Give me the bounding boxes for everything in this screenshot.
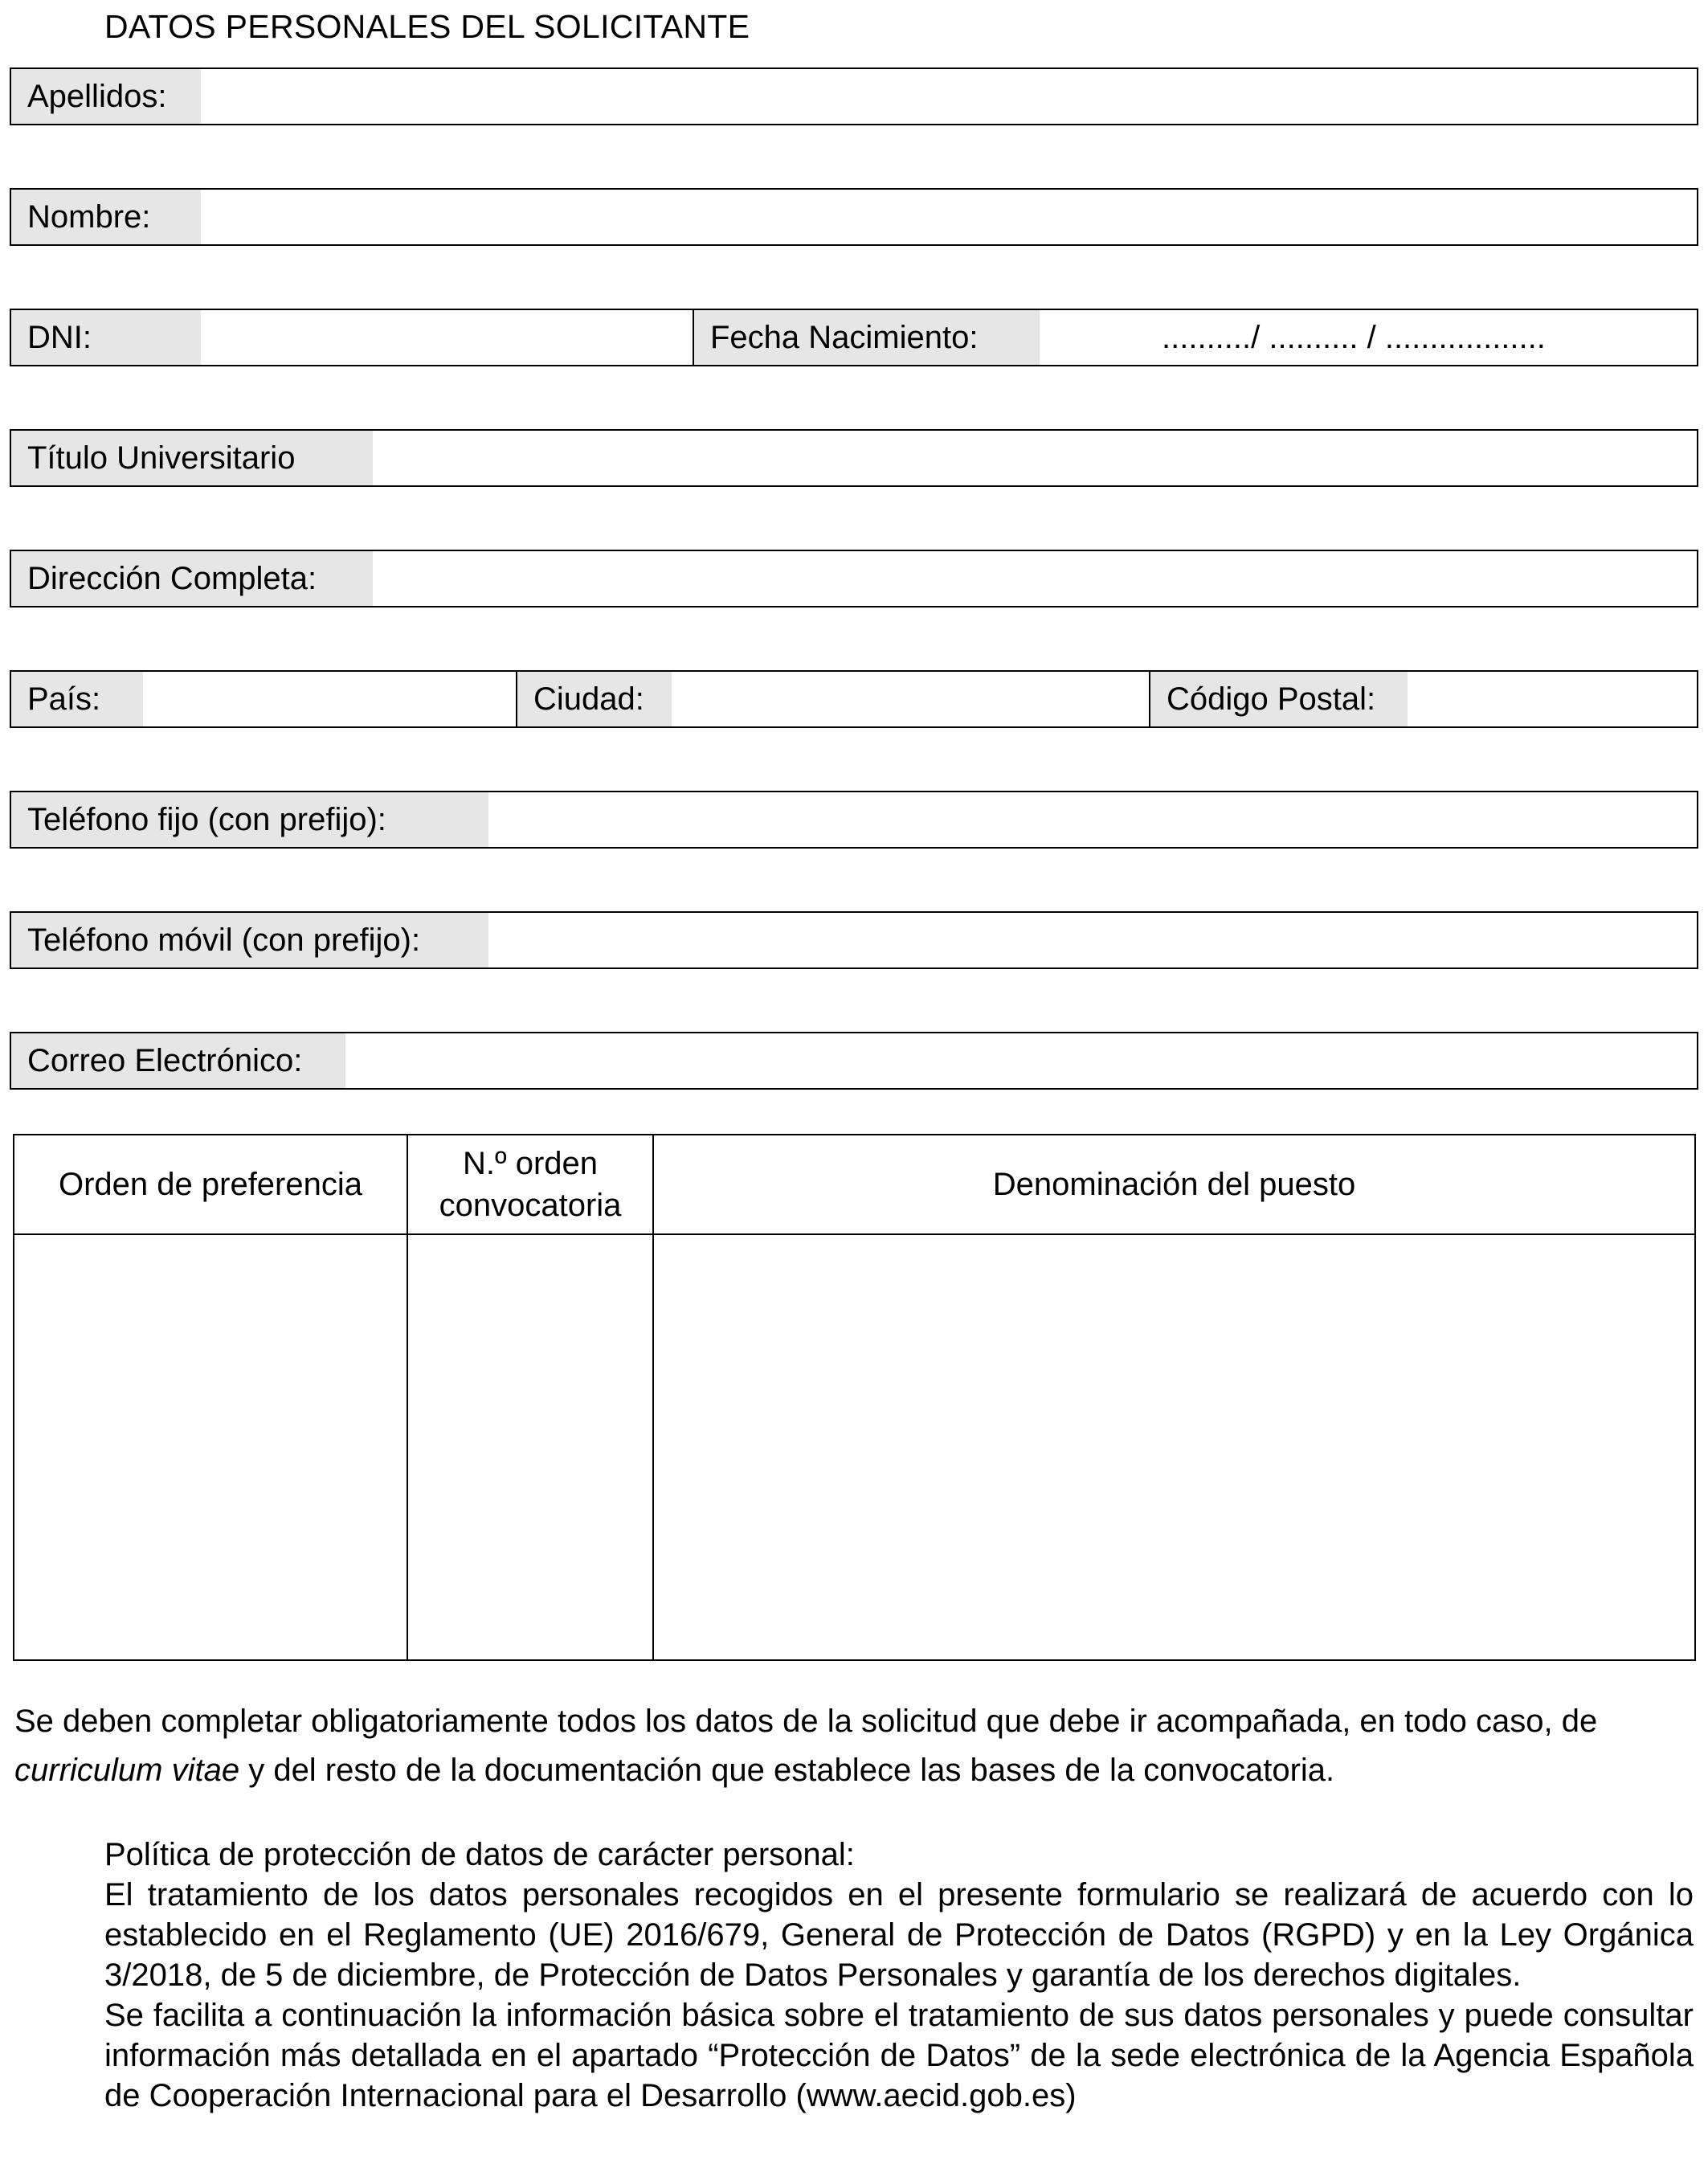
header-numero-orden [407,1135,653,1234]
fecha-nacimiento-label: Fecha Nacimiento: [693,310,1040,365]
dni-label: DNI: [11,310,201,365]
positions-table [13,1134,1696,1661]
header-numero-orden-line1: N.º orden [462,1146,599,1181]
titulo-row [10,429,1698,487]
nombre-input[interactable] [201,190,1697,244]
note-text-1: Se deben completar obligatoriamente todos los datos de la solicitud que debe ir acompañada, en todo caso, de [14,1704,1598,1739]
pais-label: País: [11,672,143,726]
titulo-input[interactable] [373,431,1697,485]
telefono-movil-row [10,911,1698,969]
table-row [14,1234,1695,1660]
dni-input[interactable] [201,310,693,365]
telefono-movil-label: Teléfono móvil (con prefijo): [11,913,488,967]
numero-orden-cell[interactable] [407,1234,653,1660]
dni-row [10,309,1698,366]
privacy-section [104,1835,1694,2116]
table-header-row [14,1135,1695,1234]
requirements-note [14,1697,1698,1795]
direccion-row [10,550,1698,607]
denominacion-cell[interactable] [653,1234,1695,1660]
privacy-paragraph-2: Se facilita a continuación la información básica sobre el tratamiento de sus datos personales y puede consultar información más detallada en el apartado “Protección de Datos” de la sede electrónica de la Agencia Española de Cooperación Internacional para el Desarrollo (www.aecid.gob.es) [104,1998,1694,2113]
ciudad-input[interactable] [672,672,1149,726]
header-numero-orden-line2: convocatoria [439,1188,622,1223]
telefono-fijo-row [10,791,1698,849]
note-text-2: y del resto de la documentación que establece las bases de la convocatoria. [248,1753,1335,1788]
correo-row [10,1032,1698,1090]
privacy-paragraph-1: El tratamiento de los datos personales recogidos en el presente formulario se realizará de acuerdo con lo establecido en el Reglamento (UE) 2016/679, General de Protección de Datos (RGPD) y en la Ley Orgánica 3/2018, de 5 de diciembre, de Protección de Datos Personales y garantía de los derechos digitales. [104,1877,1694,1993]
telefono-fijo-label: Teléfono fijo (con prefijo): [11,792,488,847]
titulo-label: Título Universitario [11,431,373,485]
nombre-label: Nombre: [11,190,201,244]
note-italic: curriculum vitae [14,1753,240,1788]
apellidos-input[interactable] [201,69,1697,124]
correo-input[interactable] [345,1033,1697,1088]
header-denominacion: Denominación del puesto [653,1135,1695,1234]
codigo-postal-input[interactable] [1408,672,1697,726]
header-orden-preferencia: Orden de preferencia [14,1135,407,1234]
apellidos-row [10,67,1698,125]
apellidos-label: Apellidos: [11,69,201,124]
direccion-label: Dirección Completa: [11,551,373,606]
fecha-nacimiento-input[interactable]: ........../ .......... / .................. [1040,310,1697,365]
nombre-row [10,188,1698,246]
telefono-fijo-input[interactable] [488,792,1697,847]
codigo-postal-label: Código Postal: [1149,672,1408,726]
telefono-movil-input[interactable] [488,913,1697,967]
direccion-input[interactable] [373,551,1697,606]
pais-input[interactable] [143,672,516,726]
correo-label: Correo Electrónico: [11,1033,345,1088]
form-heading: DATOS PERSONALES DEL SOLICITANTE [104,8,750,45]
privacy-title: Política de protección de datos de carácter personal: [104,1837,855,1872]
ciudad-label: Ciudad: [516,672,672,726]
orden-preferencia-cell[interactable] [14,1234,407,1660]
ubicacion-row [10,670,1698,728]
